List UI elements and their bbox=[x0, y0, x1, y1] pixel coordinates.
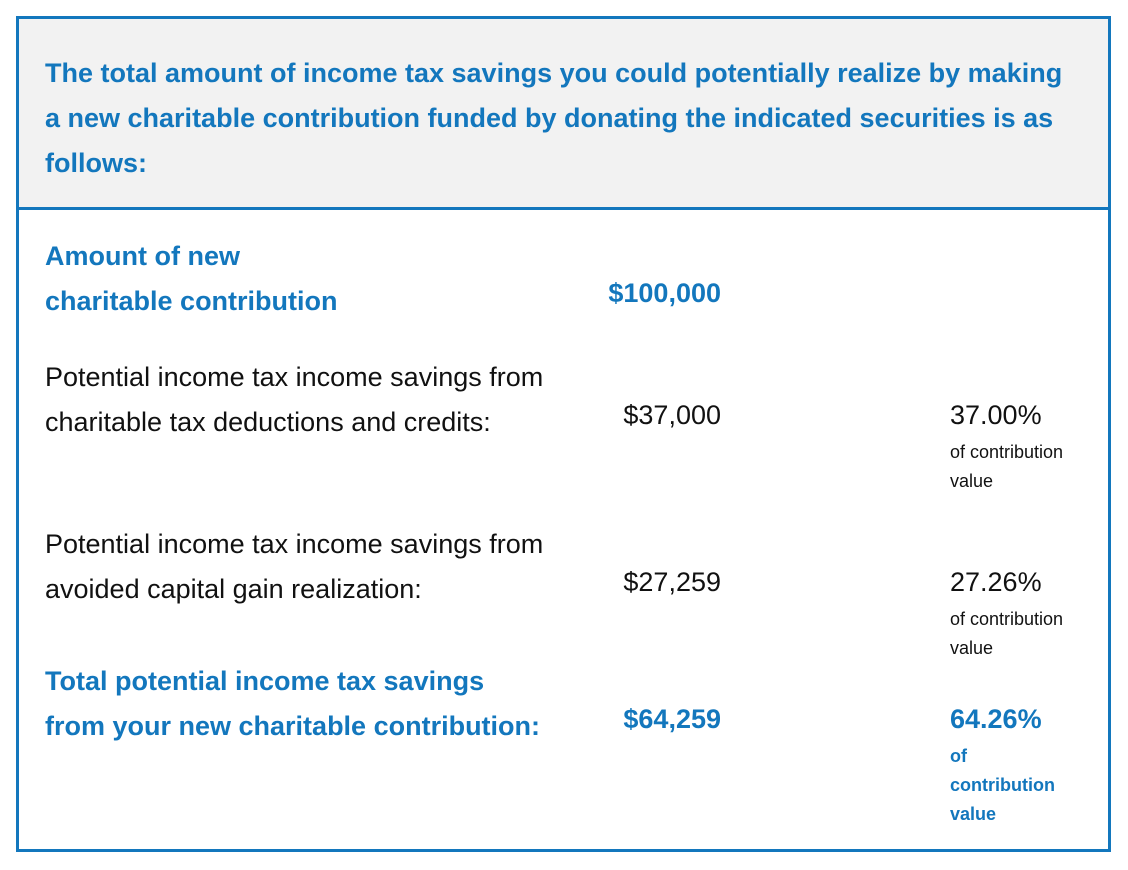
capital-gain-percent-block bbox=[950, 560, 1100, 663]
deductions-percent-block bbox=[950, 393, 1100, 496]
total-percent-note-line1: of bbox=[950, 746, 967, 766]
capital-gain-label: Potential income tax income savings from avoided capital gain realization: bbox=[45, 529, 544, 604]
total-percent: 64.26% bbox=[950, 704, 1042, 734]
total-label: Total potential income tax savings from your new charitable contribution: bbox=[45, 666, 541, 741]
total-percent-block bbox=[950, 697, 1100, 829]
panel-header bbox=[19, 19, 1108, 210]
total-percent-note-line2: contribution bbox=[950, 775, 1055, 795]
deductions-percent: 37.00% bbox=[950, 400, 1042, 430]
total-percent-note-line3: value bbox=[950, 804, 997, 824]
deductions-label: Potential income tax income savings from charitable tax deductions and credits: bbox=[45, 362, 544, 437]
deductions-amount: $37,000 bbox=[623, 400, 721, 430]
capital-gain-amount: $27,259 bbox=[623, 567, 721, 597]
header-text: The total amount of income tax savings you could potentially realize by making a new charitable contribution funded by donating the indicated securities is as follows: bbox=[45, 58, 1063, 178]
tax-savings-panel bbox=[16, 16, 1111, 852]
contribution-label-line1: Amount of new bbox=[45, 241, 240, 271]
capital-gain-percent-note: of contribution value bbox=[950, 609, 1064, 658]
deductions-percent-note: of contribution value bbox=[950, 442, 1064, 491]
capital-gain-percent: 27.26% bbox=[950, 567, 1042, 597]
contribution-amount: $100,000 bbox=[608, 278, 721, 308]
contribution-label bbox=[45, 234, 445, 324]
contribution-label-line2: charitable contribution bbox=[45, 286, 338, 316]
total-amount: $64,259 bbox=[623, 704, 721, 734]
